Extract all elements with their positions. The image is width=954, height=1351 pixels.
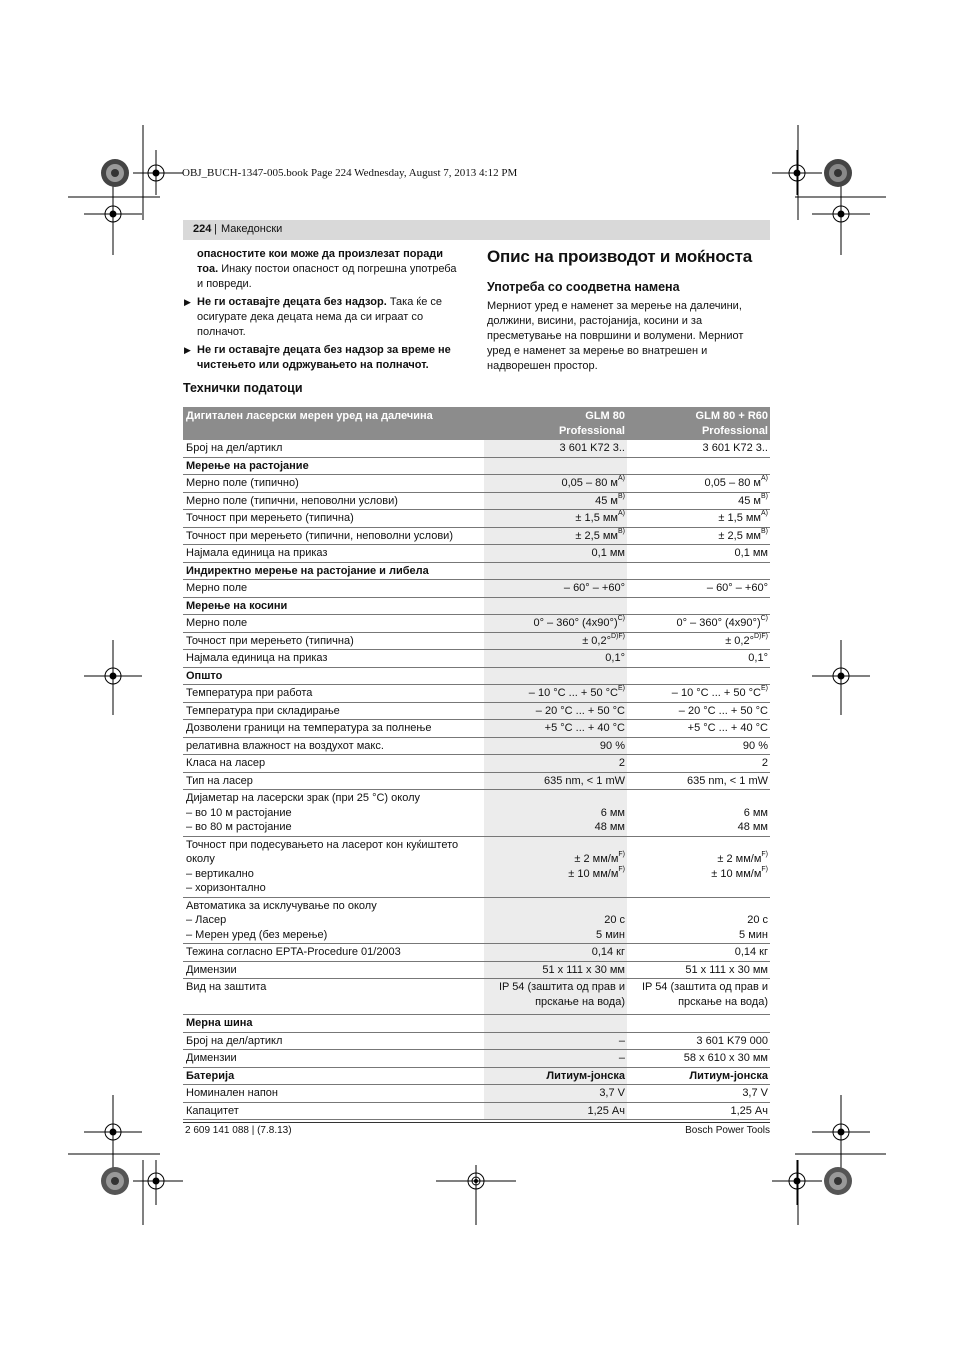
cell: – 60° – +60° <box>484 580 627 598</box>
right-column <box>487 247 770 374</box>
cell: Литиум-јонска <box>627 1067 770 1085</box>
section-row <box>183 1067 770 1085</box>
table-row <box>183 737 770 755</box>
row-label: Мерно поле <box>183 580 484 598</box>
model-name: GLM 80 <box>585 410 625 422</box>
header-language: Македонски <box>221 223 283 235</box>
row-label: Мерно поле (типични, неповолни услови) <box>183 492 484 510</box>
table-row <box>183 1050 770 1068</box>
cell: IP 54 (заштита од прав и прскање на вода) <box>627 979 770 1015</box>
cell: – <box>484 1050 627 1068</box>
cell: ± 2,5 $мм^{B)}$ <box>627 527 770 545</box>
cell: 635 nm, < 1 mW <box>627 772 770 790</box>
table-row <box>183 492 770 510</box>
row-label: релативна влажност на воздухот макс. <box>183 737 484 755</box>
cell: 3 601 K79 000 <box>627 1032 770 1050</box>
table-row <box>183 475 770 493</box>
cell: ± 0,2°$^{D)F)}$ <box>627 632 770 650</box>
section-row <box>183 457 770 475</box>
cell: – 10 °C ... + 50 $^\circ C^{E)}$ <box>627 685 770 703</box>
footer-right: Bosch Power Tools <box>685 1125 770 1136</box>
table-row <box>183 527 770 545</box>
cell: IP 54 (заштита од прав и прскање на вода) <box>484 979 627 1015</box>
cell: 20 с 5 мин <box>627 897 770 944</box>
section-label: Мерење на косини <box>183 597 484 615</box>
cell: +5 °C ... + 40 °C <box>484 720 627 738</box>
row-label: Тип на ласер <box>183 772 484 790</box>
cell: 90 % <box>484 737 627 755</box>
bullet-icon: ▶ <box>184 297 191 307</box>
section-row <box>183 562 770 580</box>
cell: 6 мм 48 мм <box>484 790 627 837</box>
row-label: Вид на заштита <box>183 979 484 1015</box>
cell: 90 % <box>627 737 770 755</box>
tech-data-heading: Технички податоци <box>183 381 303 395</box>
page-header <box>183 220 770 240</box>
cell: – 20 °C ... + 50 °C <box>484 702 627 720</box>
section-label: Индиректно мерење на растојание и либела <box>183 562 484 580</box>
row-label: Точност при подесувањето на ласерот кон куќиштето околу – вертикално – хоризонтално <box>183 836 484 897</box>
cell: 0,1 мм <box>627 545 770 563</box>
cell: 0,1 мм <box>484 545 627 563</box>
cell: 0,1° <box>627 650 770 668</box>
cell: ± 2 $мм/м^{F)}$ ± 10 $мм/м^{F)}$ <box>484 836 627 897</box>
row-label: Точност при мерењето (типични, неповолни услови) <box>183 527 484 545</box>
cell: 45 $м^{B)}$ <box>484 492 627 510</box>
row-label: Капацитет <box>183 1102 484 1120</box>
table-row <box>183 545 770 563</box>
cell: – 20 °C ... + 50 °C <box>627 702 770 720</box>
table-row <box>183 632 770 650</box>
section-label: Мерна шина <box>183 1015 484 1033</box>
cell: ± 0,2°$^{D)F)}$ <box>484 632 627 650</box>
cell: ± 1,5 $мм^{A)}$ <box>627 510 770 528</box>
cell: 0,14 кг <box>484 944 627 962</box>
table-header-row <box>183 407 770 440</box>
b2-bold: Не ги оставајте децата без надзор за време не чистењето или одржувањето на полначот. <box>197 344 451 371</box>
row-label: Дозволени граници на температура за полнење <box>183 720 484 738</box>
cell: 1,25 Ач <box>484 1102 627 1120</box>
table-row <box>183 836 770 897</box>
table-row <box>183 720 770 738</box>
row-label: Димензии <box>183 1050 484 1068</box>
header-cell <box>484 407 627 440</box>
row-label: Број на дел/артикл <box>183 440 484 457</box>
table-row <box>183 1102 770 1120</box>
book-info-line: OBJ_BUCH-1347-005.book Page 224 Wednesday, August 7, 2013 4:12 PM <box>182 167 518 179</box>
cell: 20 с 5 мин <box>484 897 627 944</box>
p1-bold: опасностите кои може да произлезат поради тоа. <box>197 248 444 275</box>
paragraph-continued <box>197 247 465 292</box>
cell: 0° – 360° $(4x90^\circ)^{C)}$ <box>484 615 627 633</box>
row-label: Најмала единица на приказ <box>183 545 484 563</box>
cell: 0° – 360° $(4x90^\circ)^{C)}$ <box>627 615 770 633</box>
row-label: Мерно поле (типично) <box>183 475 484 493</box>
header-cell <box>627 407 770 440</box>
table-row <box>183 440 770 457</box>
section-body: Мерниот уред е наменет за мерење на далечини, должини, висини, растојанија, косини и за пресметување на површини и волумени. Мерниот уред е наменет за мерење во внатрешен и надворешен простор. <box>487 300 744 372</box>
table-row <box>183 790 770 837</box>
table-row <box>183 979 770 1015</box>
table-row <box>183 1032 770 1050</box>
model-line: Professional <box>558 424 625 437</box>
row-label: Димензии <box>183 961 484 979</box>
cell: 0,05 – 80 $м^{A)}$ <box>627 475 770 493</box>
row-label: Тежина согласно EPTA-Procedure 01/2003 <box>183 944 484 962</box>
bullet-icon: ▶ <box>184 345 191 355</box>
row-label: Температура при работа <box>183 685 484 703</box>
cell: 58 x 610 x 30 мм <box>627 1050 770 1068</box>
table-row <box>183 1085 770 1103</box>
cell: 1,25 Ач <box>627 1102 770 1120</box>
cell: 51 x 111 x 30 мм <box>484 961 627 979</box>
spec-table <box>183 407 770 1120</box>
table-row <box>183 897 770 944</box>
table-row <box>183 944 770 962</box>
cell: 0,14 кг <box>627 944 770 962</box>
section-label: Мерење на растојание <box>183 457 484 475</box>
section-row <box>183 667 770 685</box>
row-label: Точност при мерењето (типична) <box>183 510 484 528</box>
row-label: Температура при складирање <box>183 702 484 720</box>
cell: ± 2 $мм/м^{F)}$ ± 10 $мм/м^{F)}$ <box>627 836 770 897</box>
table-row <box>183 755 770 773</box>
cell: – 60° – +60° <box>627 580 770 598</box>
section-row <box>183 1015 770 1033</box>
table-row <box>183 510 770 528</box>
b1-bold: Не ги оставајте децата без надзор. <box>197 296 387 308</box>
row-label: Мерно поле <box>183 615 484 633</box>
cell: 45 $м^{B)}$ <box>627 492 770 510</box>
section-row <box>183 597 770 615</box>
model-name: GLM 80 + R60 <box>695 410 768 422</box>
row-label: Класа на ласер <box>183 755 484 773</box>
footer-left: 2 609 141 088 | (7.8.13) <box>185 1125 292 1136</box>
page-number: 224 <box>193 223 212 235</box>
table-row <box>183 702 770 720</box>
table-row <box>183 650 770 668</box>
p1-rest: Инаку постои опасност од погрешна употреба и повреди. <box>197 263 457 290</box>
cell: 2 <box>627 755 770 773</box>
row-label: Најмала единица на приказ <box>183 650 484 668</box>
cell: 3,7 V <box>484 1085 627 1103</box>
row-label: Точност при мерењето (типична) <box>183 632 484 650</box>
table-row <box>183 961 770 979</box>
cell: 51 x 111 x 30 мм <box>627 961 770 979</box>
table-row <box>183 615 770 633</box>
section-subtitle: Употреба со соодветна намена <box>487 280 680 294</box>
cell: 3 601 K72 3.. <box>627 440 770 457</box>
cell: 6 мм 48 мм <box>627 790 770 837</box>
table-row <box>183 685 770 703</box>
b1-rest: Така ќе се осигурате дека децата нема да си играат со полначот. <box>197 296 442 338</box>
model-line: Professional <box>701 424 768 437</box>
row-label: Автоматика за исклучување по околу – Ласер – Мерен уред (без мерење) <box>183 897 484 944</box>
section-label: Општо <box>183 667 484 685</box>
cell: 3 601 K72 3.. <box>484 440 627 457</box>
row-label: Номинален напон <box>183 1085 484 1103</box>
cell: ± 1,5 $мм^{A)}$ <box>484 510 627 528</box>
cell: 3,7 V <box>627 1085 770 1103</box>
table-row <box>183 580 770 598</box>
cell: Литиум-јонска <box>484 1067 627 1085</box>
cell: ± 2,5 $мм^{B)}$ <box>484 527 627 545</box>
bullet-1 <box>184 295 465 340</box>
section-title: Опис на производот и моќноста <box>487 247 752 266</box>
header-cell: Дигитален ласерски мерен уред на далечина <box>183 407 484 440</box>
cell: +5 °C ... + 40 °C <box>627 720 770 738</box>
header-separator: | <box>214 223 217 235</box>
cell: 0,1° <box>484 650 627 668</box>
cell: 635 nm, < 1 mW <box>484 772 627 790</box>
cell: – 10 °C ... + 50 $^\circ C^{E)}$ <box>484 685 627 703</box>
footer-divider <box>183 1122 770 1123</box>
cell: 0,05 – 80 $м^{A)}$ <box>484 475 627 493</box>
row-label: Дијаметар на ласерски зрак (при 25 °C) околу – во 10 м растојание – во 80 м растојание <box>183 790 484 837</box>
cell: – <box>484 1032 627 1050</box>
row-label: Број на дел/артикл <box>183 1032 484 1050</box>
bullet-2 <box>184 343 465 373</box>
table-row <box>183 772 770 790</box>
left-column <box>184 247 465 373</box>
section-label: Батерија <box>183 1067 484 1085</box>
cell: 2 <box>484 755 627 773</box>
